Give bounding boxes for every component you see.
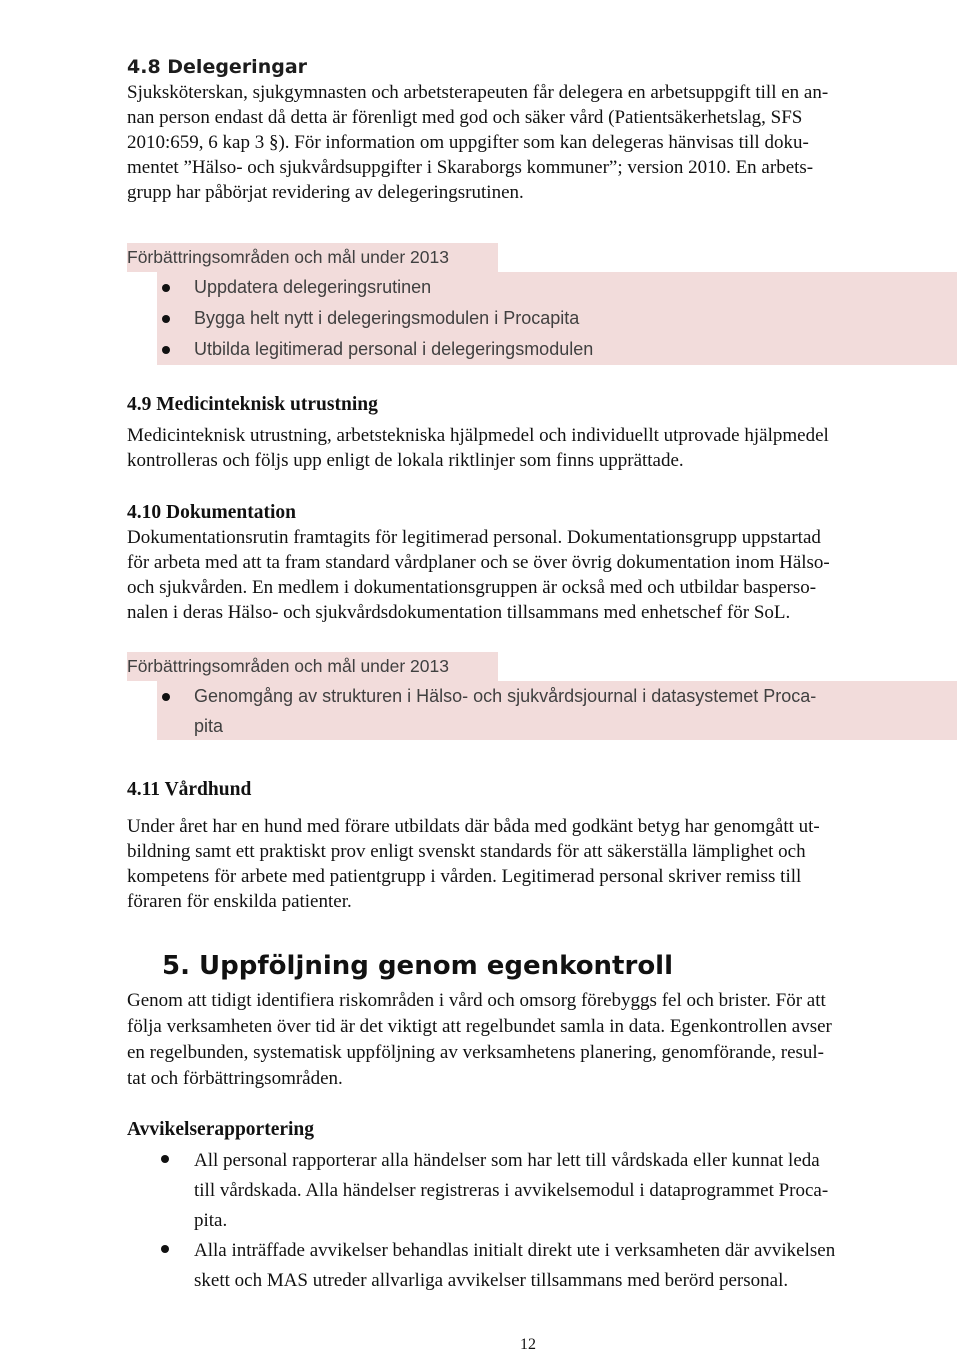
goals-box-1 (127, 243, 957, 365)
list-item: All personal rapporterar alla händelser som har lett till vårdskada eller kunnat leda till vårdskada. Alla händelser registreras i avvikelsemodul i dataprogrammet Proca- pita. (127, 1146, 957, 1236)
paragraph-line: kontrolleras och följs upp enligt de lokala riktlinjer som finns upprättade. (127, 450, 684, 471)
goals-list (157, 681, 957, 740)
chapter-heading: 5. Uppföljning genom egenkontroll (162, 951, 673, 981)
paragraph-line: för arbeta med att ta fram standard vårdplaner och se över övrig dokumentation inom Hälso- (127, 552, 830, 573)
paragraph-line: nalen i deras Hälso- och sjukvårdsdokumentation tillsammans med enhetschef för SoL. (127, 602, 791, 623)
goal-item: Genomgång av strukturen i Hälso- och sjukvårdsjournal i datasystemet Proca- pita (157, 681, 957, 741)
paragraph-line: en regelbunden, systematisk uppföljning av verksamhetens planering, genomförande, resul- (127, 1042, 824, 1063)
goals-title: Förbättringsområden och mål under 2013 (127, 243, 498, 272)
bullet-icon (162, 315, 170, 323)
paragraph-line: tat och förbättringsområden. (127, 1068, 343, 1089)
bullet-icon (162, 693, 170, 701)
section-heading: 4.8 Delegeringar (127, 56, 308, 78)
paragraph-line: och sjukvården. En medlem i dokumentationsgruppen är också med och utbildar basperso- (127, 577, 817, 598)
section-avvikelse (127, 1117, 957, 1296)
paragraph-line: följa verksamheten över tid är det viktigt att regelbundet samla in data. Egenkontrollen avser (127, 1016, 832, 1037)
section-heading: Avvikelserapportering (127, 1119, 315, 1140)
section-heading: 4.11 Vårdhund (127, 779, 252, 800)
list-item: Alla inträffade avvikelser behandlas initialt direkt ute i verksamheten där avvikelsen skett och MAS utreder allvarliga avvikelser tillsammans med berörd personal. (127, 1236, 957, 1296)
goal-item: Utbilda legitimerad personal i delegeringsmodulen (157, 334, 957, 365)
paragraph-line: mentet ”Hälso- och sjukvårdsuppgifter i Skaraborgs kommuner”; version 2010. En arbets- (127, 157, 814, 178)
bullet-icon (162, 346, 170, 354)
paragraph-line: Genom att tidigt identifiera riskområden i vård och omsorg förebyggs fel och brister. För att (127, 990, 826, 1011)
section-4-9 (127, 392, 957, 473)
paragraph-line: Sjuksköterskan, sjukgymnasten och arbetsterapeuten får delegera en arbetsuppgift till en an- (127, 82, 829, 103)
section-4-11 (127, 777, 957, 914)
section-4-10 (127, 500, 957, 625)
section-4-8 (127, 55, 957, 205)
paragraph-line: föraren för enskilda patienter. (127, 891, 352, 912)
section-5 (127, 988, 957, 1092)
goals-list (157, 272, 957, 365)
paragraph-line: bildning samt ett praktiskt prov enligt svenskt standards för att säkerställa lämplighet och (127, 841, 806, 862)
bullet-icon (162, 284, 170, 292)
goal-item: Uppdatera delegeringsrutinen (157, 272, 957, 303)
paragraph-line: Under året har en hund med förare utbildats där båda med godkänt betyg har genomgått ut- (127, 816, 820, 837)
goals-box-2 (127, 652, 957, 740)
bullet-icon (161, 1155, 169, 1163)
paragraph-line: grupp har påbörjat revidering av delegeringsrutinen. (127, 182, 524, 203)
section-heading: 4.9 Medicinteknisk utrustning (127, 394, 378, 415)
goal-item: Bygga helt nytt i delegeringsmodulen i Procapita (157, 303, 957, 334)
page-number: 12 (520, 1336, 536, 1353)
paragraph-line: 2010:659, 6 kap 3 §). För information om uppgifter som kan delegeras hänvisas till doku- (127, 132, 809, 153)
paragraph-line: Medicinteknisk utrustning, arbetstekniska hjälpmedel och individuellt utprovade hjälpmedel (127, 425, 829, 446)
section-heading: 4.10 Dokumentation (127, 502, 297, 523)
goals-title: Förbättringsområden och mål under 2013 (127, 652, 498, 681)
paragraph-line: Dokumentationsrutin framtagits för legitimerad personal. Dokumentationsgrupp uppstartad (127, 527, 821, 548)
bullet-icon (161, 1245, 169, 1253)
paragraph-line: kompetens för arbete med patientgrupp i vården. Legitimerad personal skriver remiss till (127, 866, 802, 887)
paragraph-line: nan person endast då detta är förenligt med god och säker vård (Patientsäkerhetslag, SFS (127, 107, 803, 128)
